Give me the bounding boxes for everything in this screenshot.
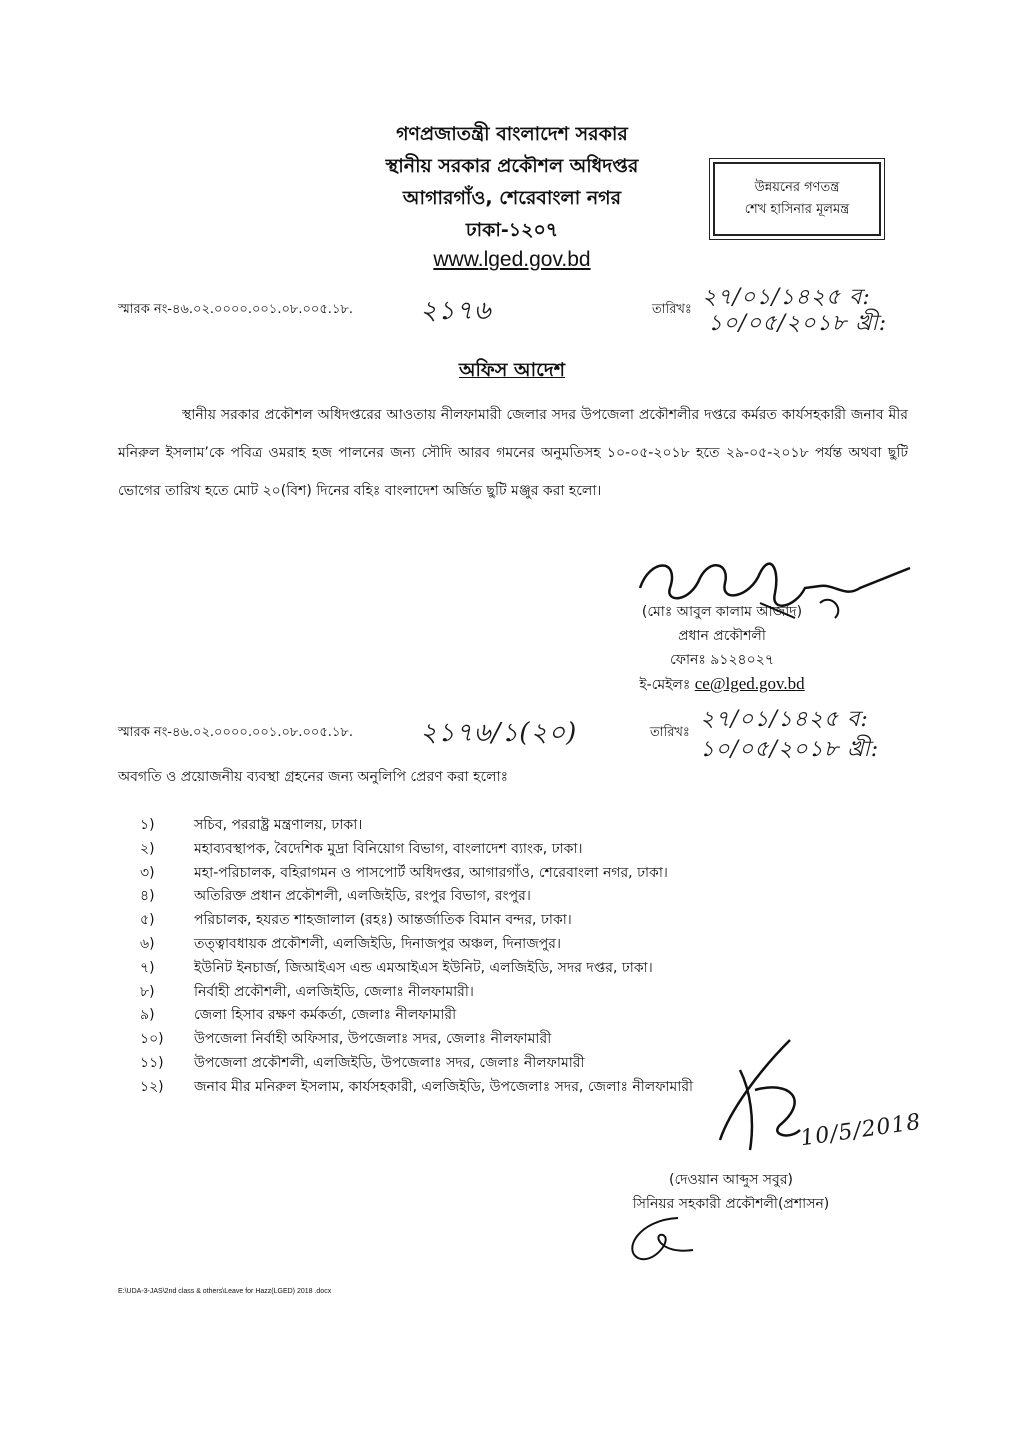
motto-line-1: উন্নয়নের গণতন্ত্র: [754, 180, 840, 195]
date-hand-english-2: ১০/০৫/২০১৮ খ্রী:: [700, 737, 880, 762]
list-item: ৯) জেলা হিসাব রক্ষণ কর্মকর্তা, জেলাঃ নীলফামারী: [140, 1007, 457, 1024]
website-link[interactable]: www.lged.gov.bd: [433, 248, 591, 271]
signatory-1-phone: ফোনঃ ৯১২৪০২৭: [670, 652, 774, 668]
list-item: ৩) মহা-পরিচালক, বহিরাগমন ও পাসপোর্ট অধিদপ্তর, আগারগাঁও, শেরেবাংলা নগর, ঢাকা।: [140, 864, 668, 881]
city-line: ঢাকা-১২০৭: [465, 219, 559, 241]
date-hand-bangla-1: ২৭/০১/১৪২৫ ব:: [702, 285, 871, 310]
motto-line-2: শেখ হাসিনার মূলমন্ত্র: [744, 202, 850, 217]
date-label-2: তারিখঃ: [650, 725, 690, 740]
memo-label: স্মারক নং-৪৬.০২.০০০০.০০১.০৮.০০৫.১৮.: [118, 725, 353, 740]
distribution-intro: অবগতি ও প্রয়োজনীয় ব্যবস্থা গ্রহনের জন্য অনুলিপি প্রেরণ করা হলোঃ: [118, 769, 509, 785]
list-item: ৬) তত্ত্বাবধায়ক প্রকৌশলী, এলজিইডি, দিনাজপুর অঞ্চল, দিনাজপুর।: [140, 935, 561, 952]
signatory-1: [612, 600, 832, 697]
memo-handwritten-number-2: ২১৭৬/১(২০): [420, 718, 578, 748]
address-line: আগারগাঁও, শেরেবাংলা নগর: [402, 187, 622, 209]
signatory-2-designation: সিনিয়র সহকারী প্রকৌশলী(প্রশাসন): [632, 1196, 830, 1212]
signature-2-date: 10/5/2018: [798, 1109, 923, 1152]
list-item: ১২) জনাব মীর মনিরুল ইসলাম, কার্যসহকারী, এলজিইডি, উপজেলাঃ সদর, জেলাঃ নীলফামারী: [140, 1078, 694, 1095]
list-item: ১০) উপজেলা নির্বাহী অফিসার, উপজেলাঃ সদর, জেলাঃ নীলফামারী: [140, 1031, 552, 1048]
memo-label: স্মারক নং-৪৬.০২.০০০০.০০১.০৮.০০৫.১৮.: [118, 302, 353, 317]
motto-box: [713, 162, 881, 236]
signatory-1-designation: প্রধান প্রকৌশলী: [678, 628, 766, 644]
date-label-1: তারিখঃ: [652, 302, 692, 317]
dept-name: স্থানীয় সরকার প্রকৌশল অধিদপ্তর: [385, 155, 639, 177]
distribution-list: [140, 814, 693, 1100]
email-label: ই-মেইলঃ: [639, 677, 691, 693]
email-link[interactable]: ce@lged.gov.bd: [694, 674, 805, 693]
signatory-2-name: (দেওয়ান আব্দুস সবুর): [669, 1172, 793, 1188]
list-item: ১) সচিব, পররাষ্ট্র মন্ত্রণালয়, ঢাকা।: [140, 817, 363, 833]
memo-handwritten-number-1: ২১৭৬: [420, 296, 492, 326]
order-body: স্থানীয় সরকার প্রকৌশল অধিদপ্তরের আওতায় নীলফামারী জেলার সদর উপজেলা প্রকৌশলীর দপ্তরে কর্মরত কার্যসহকারী জনাব মীর মনিরুল ইসলাম’কে পবিত্র ওমরাহ হজ পালনের জন্য সৌদি আরব গমনের অনুমতিসহ ১০-০৫-২০১৮ হতে ২৯-০৫-২০১৮ পর্যন্ত অথবা ছুটি ভোগের তারিখ হতে মোট ২০(বিশ) দিনের বহিঃ বাংলাদেশ অর্জিত ছুটি মঞ্জুর করা হলো।: [118, 407, 908, 499]
order-title: অফিস আদেশ: [459, 359, 565, 381]
list-item: ৫) পরিচালক, হযরত শাহজালাল (রহঃ) আন্তর্জাতিক বিমান বন্দর, ঢাকা।: [140, 912, 572, 929]
gov-name: গণপ্রজাতন্ত্রী বাংলাদেশ সরকার: [396, 123, 628, 145]
list-item: ২) মহাব্যবস্থাপক, বৈদেশিক মুদ্রা বিনিয়োগ বিভাগ, বাংলাদেশ ব্যাংক, ঢাকা।: [140, 840, 583, 857]
signature-senior-engineer: [700, 1030, 940, 1170]
memo-number-1: [118, 300, 353, 321]
list-item: ১১) উপজেলা প্রকৌশলী, এলজিইডি, উপজেলাঃ সদর, জেলাঃ নীলফামারী: [140, 1054, 585, 1071]
file-path: E:\UDA-3-JAS\2nd class & others\Leave for Hazz(LGED) 2018 .docx: [118, 1288, 332, 1295]
signatory-1-name: (মোঃ আবুল কালাম আজাদ): [641, 604, 803, 620]
list-item: ৪) অতিরিক্ত প্রধান প্রকৌশলী, এলজিইডি, রংপুর বিভাগ, রংপুর।: [140, 888, 531, 905]
initial-scribble: [618, 1210, 708, 1270]
signatory-1-email-row: [612, 672, 832, 697]
date-hand-english-1: ১০/০৫/২০১৮ খ্রী:: [708, 311, 888, 336]
list-item: ৮) নির্বাহী প্রকৌশলী, এলজিইডি, জেলাঃ নীলফামারী।: [140, 983, 474, 1000]
list-item: ৭) ইউনিট ইনচার্জ, জিআইএস এন্ড এমআইএস ইউনিট, এলজিইডি, সদর দপ্তর, ঢাকা।: [140, 959, 653, 976]
date-hand-bangla-2: ২৭/০১/১৪২৫ ব:: [700, 707, 869, 732]
memo-number-2: [118, 723, 353, 744]
signatory-2: [596, 1168, 866, 1216]
